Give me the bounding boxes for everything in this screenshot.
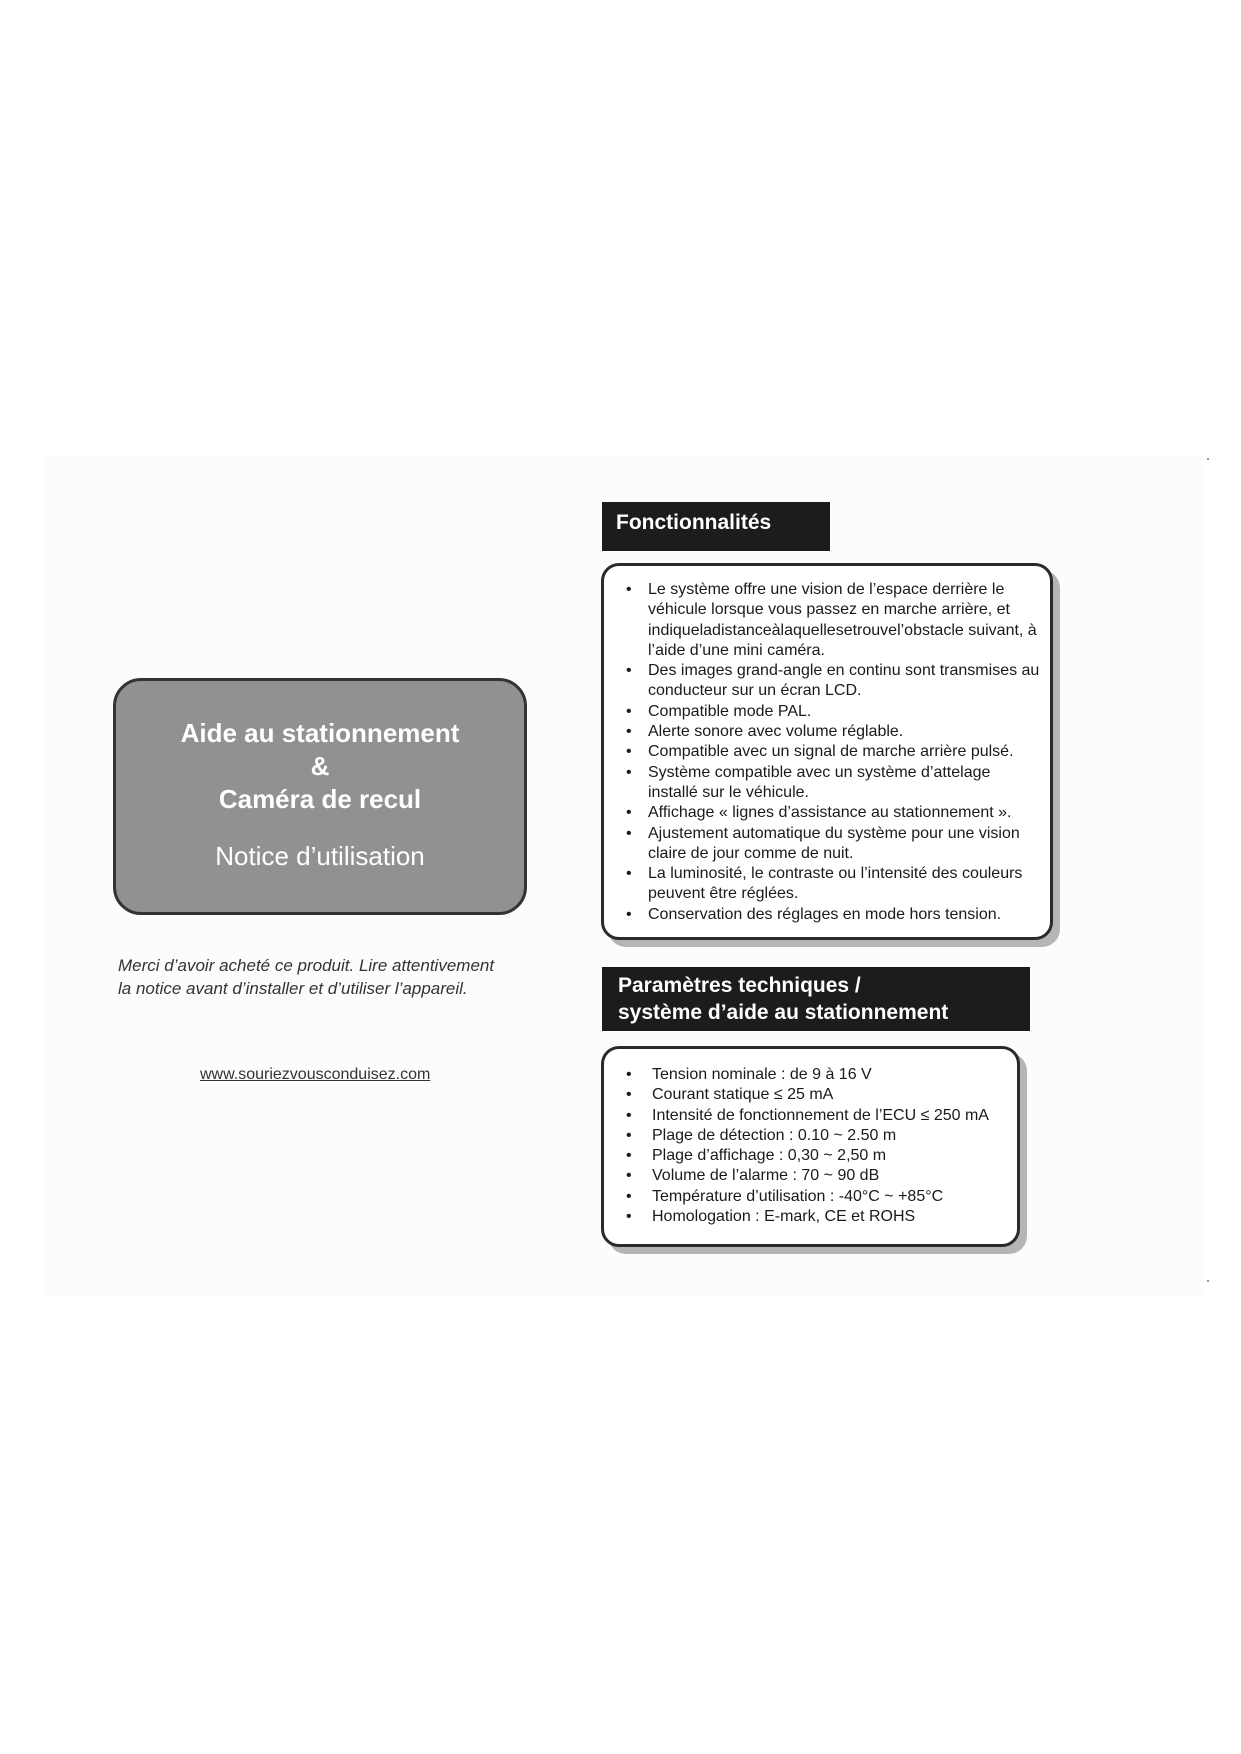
list-item: • Affichage « lignes d’assistance au stationnement ». bbox=[624, 803, 1040, 823]
cover-title bbox=[116, 717, 524, 816]
list-item: • Compatible avec un signal de marche arrière pulsé. bbox=[624, 742, 1040, 762]
list-item: • Compatible mode PAL. bbox=[624, 702, 1040, 722]
thank-you-line-1: Merci d’avoir acheté ce produit. Lire attentivement bbox=[118, 956, 495, 975]
thank-you-note bbox=[118, 954, 538, 1000]
list-item: • Plage d’affichage : 0,30 ~ 2,50 m bbox=[624, 1146, 1007, 1166]
features-heading: Fonctionnalités bbox=[602, 502, 830, 551]
list-item: • Intensité de fonctionnement de l’ECU ≤ 250 mA bbox=[624, 1106, 1007, 1126]
list-item: • Tension nominale : de 9 à 16 V bbox=[624, 1065, 1007, 1085]
specs-panel bbox=[601, 1046, 1020, 1247]
list-item: • Plage de détection : 0.10 ~ 2.50 m bbox=[624, 1126, 1007, 1146]
thank-you-line-2: la notice avant d’installer et d’utiliser l’appareil. bbox=[118, 979, 468, 998]
specs-heading-line-2: système d’aide au stationnement bbox=[618, 1001, 949, 1024]
list-item: • Homologation : E-mark, CE et ROHS bbox=[624, 1207, 1007, 1227]
features-list bbox=[624, 580, 1040, 925]
list-item: • Température d’utilisation : -40°C ~ +85°C bbox=[624, 1187, 1007, 1207]
features-panel bbox=[601, 563, 1053, 940]
list-item: • Alerte sonore avec volume réglable. bbox=[624, 722, 1040, 742]
list-item: • Des images grand-angle en continu sont transmises au conducteur sur un écran LCD. bbox=[624, 661, 1040, 702]
list-item: • Courant statique ≤ 25 mA bbox=[624, 1085, 1007, 1105]
cover-title-line-3: Caméra de recul bbox=[218, 784, 422, 814]
list-item: • Le système offre une vision de l’espace derrière le véhicule lorsque vous passez en marche arrière, et indiqueladistanceàlaquellesetrouvel’obstacle suivant, à l’aide d’une mini caméra. bbox=[624, 580, 1040, 661]
specs-heading bbox=[602, 967, 1030, 1031]
specs-heading-line-1: Paramètres techniques / bbox=[618, 974, 861, 997]
list-item: • Conservation des réglages en mode hors tension. bbox=[624, 905, 1040, 925]
scan-mark-top bbox=[1207, 458, 1209, 460]
cover-title-line-2: & bbox=[310, 751, 330, 781]
cover-title-line-1: Aide au stationnement bbox=[180, 718, 460, 748]
cover-subtitle: Notice d’utilisation bbox=[215, 841, 425, 871]
list-item: • Ajustement automatique du système pour une vision claire de jour comme de nuit. bbox=[624, 824, 1040, 865]
list-item: • La luminosité, le contraste ou l’intensité des couleurs peuvent être réglées. bbox=[624, 864, 1040, 905]
list-item: • Système compatible avec un système d’attelage installé sur le véhicule. bbox=[624, 763, 1040, 804]
cover-title-box bbox=[113, 678, 527, 915]
scan-mark-bottom bbox=[1207, 1280, 1209, 1282]
specs-list bbox=[624, 1065, 1007, 1227]
website-link[interactable]: www.souriezvousconduisez.com bbox=[200, 1066, 431, 1083]
list-item: • Volume de l’alarme : 70 ~ 90 dB bbox=[624, 1166, 1007, 1186]
